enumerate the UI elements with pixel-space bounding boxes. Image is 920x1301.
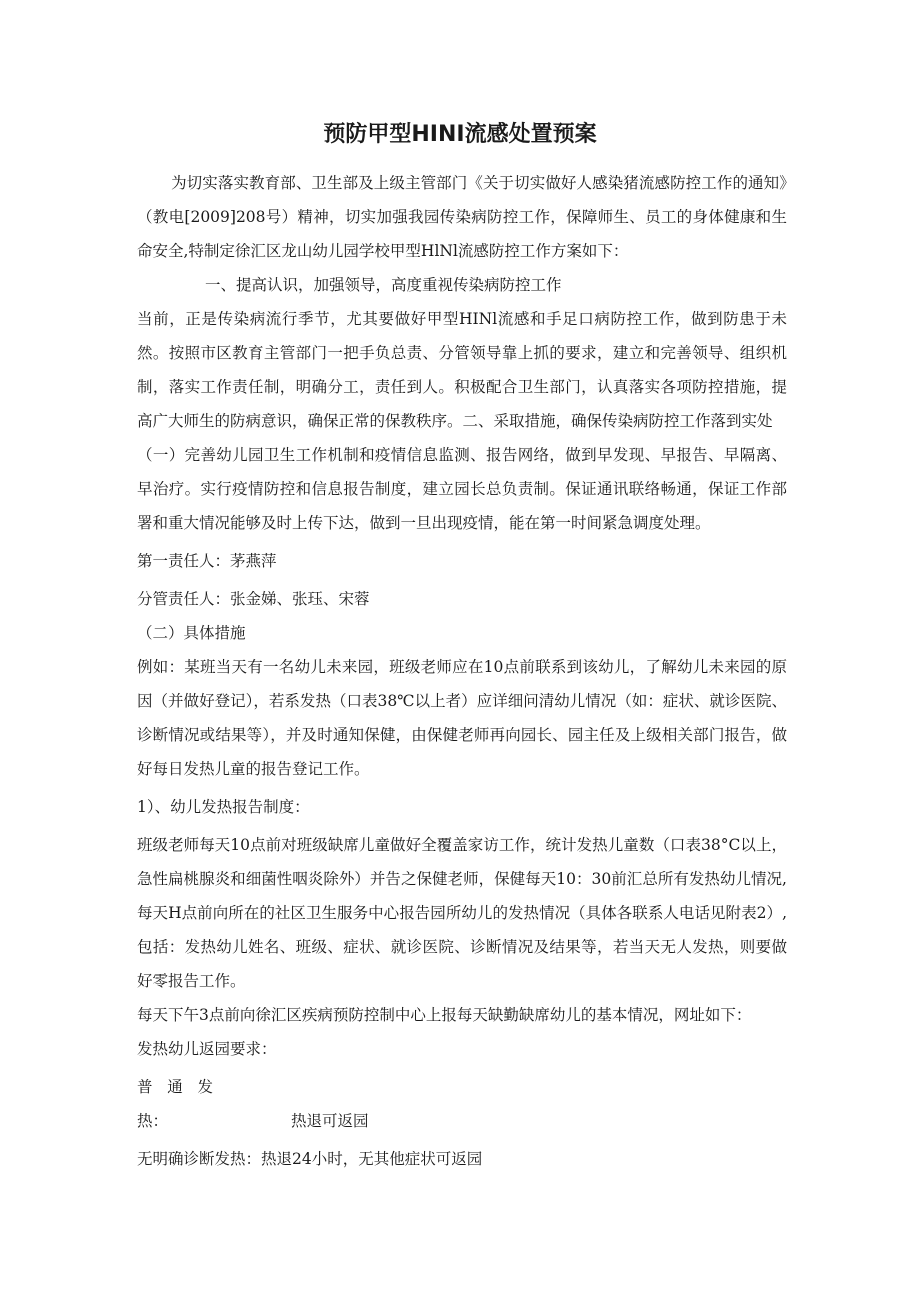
subsection-1-paragraph: （一）完善幼儿园卫生工作机制和疫情信息监测、报告网络，做到早发现、早报告、早隔离、早治疗。实行疫情防控和信息报告制度，建立园长总负责制。保证通讯联络畅通，保证工作部署和重大情况能够及时上传下达，做到一旦出现疫情，能在第一时间紧急调度处理。 [137,446,787,532]
document-body [137,166,787,1176]
document-title: 预防甲型HINI流感处置预案 [323,122,597,147]
intro-paragraph: 为切实落实教育部、卫生部及上级主管部门《关于切实做好人感染猪流感防控工作的通知》（教电[2009]208号）精神，切实加强我园传染病防控工作，保障师生、员工的身体健康和生命安全,特制定徐汇区龙山幼儿园学校甲型HlNl流感防控工作方案如下： [137,174,787,260]
example-paragraph: 例如：某班当天有一名幼儿未来园，班级老师应在10点前联系到该幼儿，了解幼儿未来园的原因（并做好登记），若系发热（口表38℃以上者）应详细问清幼儿情况（如：症状、就诊医院、诊断情况或结果等），并及时通知保健，由保健老师再向园长、园主任及上级相关部门报告，做好每日发热儿童的报告登记工作。 [137,658,787,778]
daily-report-paragraph: 每天下午3点前向徐汇区疾病预防控制中心上报每天缺勤缺席幼儿的基本情况，网址如下： [137,1006,752,1024]
section-heading-1: 一、提高认识，加强领导，高度重视传染病防控工作 [205,276,562,294]
return-rule-undiagnosed-label: 无明确诊断发热： [137,1150,262,1168]
return-rule-normal-value: 热退可返园 [291,1112,369,1130]
return-rule-undiagnosed [137,1142,787,1176]
section-1-paragraph: 当前，正是传染病流行季节，尤其要做好甲型HINl流感和手足口病防控工作，做到防患于未然。按照市区教育主管部门一把手负总责、分管领导靠上抓的要求，建立和完善领导、组织机制，落实工作责任制，明确分工，责任到人。积极配合卫生部门，认真落实各项防控措施，提高广大师生的防病意识，确保正常的保教秩序。二、采取措施，确保传染病防控工作落到实处 [137,310,787,430]
return-rule-normal-label: 普通发热： [137,1078,213,1130]
return-rule-undiagnosed-value: 热退24小时，无其他症状可返园 [261,1150,483,1168]
fever-report-heading: 1）、幼儿发热报告制度： [137,798,310,816]
first-responsible-person: 第一责任人：茅燕萍 [137,552,277,570]
return-requirements-heading: 发热幼儿返园要求： [137,1040,277,1058]
responsible-persons: 分管责任人：张金娣、张珏、宋蓉 [137,590,370,608]
subsection-2-heading: （二）具体措施 [137,624,246,642]
return-rule-normal [137,1070,787,1138]
fever-report-paragraph: 班级老师每天10点前对班级缺席儿童做好全覆盖家访工作，统计发热儿童数（口表38°C以上，急性扁桃腺炎和细菌性咽炎除外）并告之保健老师，保健每天10：30前汇总所有发热幼儿情况,每天H点前向所在的社区卫生服务中心报告园所幼儿的发热情况（具体各联系人电话见附表2）,包括：发热幼儿姓名、班级、症状、就诊医院、诊断情况及结果等，若当天无人发热，则要做好零报告工作。 [137,836,787,990]
